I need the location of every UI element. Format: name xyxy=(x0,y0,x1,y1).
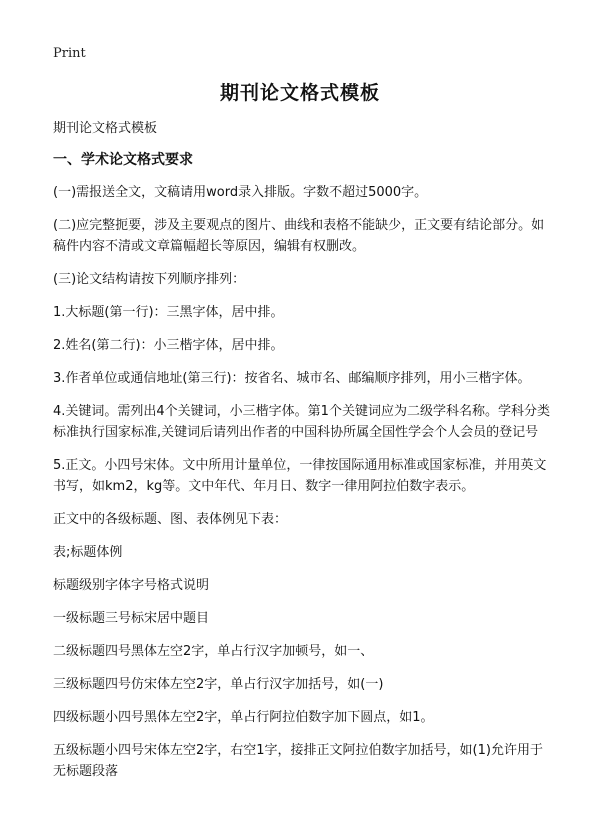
paragraph: 3.作者单位或通信地址(第三行)：按省名、城市名、邮编顺序排列，用小三楷字体。 xyxy=(53,371,531,386)
document-body xyxy=(53,118,553,794)
paragraph: (一)需报送全文，文稿请用word录入排版。字数不超过5000字。 xyxy=(53,185,428,200)
paragraph: 二级标题四号黑体左空2字，单占行汉字加顿号，如一、 xyxy=(53,644,374,659)
paragraph: 五级标题小四号宋体左空2字，右空1字，接排正文阿拉伯数字加括号，如(1)允许用于无标题段落 xyxy=(53,743,543,779)
paragraph: 5.正文。小四号宋体。文中所用计量单位，一律按国际通用标准或国家标准，并用英文书写，如km2，kg等。文中年代、年月日、数字一律用阿拉伯数字表示。 xyxy=(53,458,547,494)
paragraph: (二)应完整扼要，涉及主要观点的图片、曲线和表格不能缺少，正文要有结论部分。如稿件内容不清或文章篇幅超长等原因，编辑有权删改。 xyxy=(53,218,545,254)
paragraph: 正文中的各级标题、图、表体例见下表： xyxy=(53,512,288,527)
paragraph: 1.大标题(第一行)：三黑字体，居中排。 xyxy=(53,305,284,320)
paragraph: (三)论文结构请按下列顺序排列： xyxy=(53,272,246,287)
section-heading: 一、学术论文格式要求 xyxy=(53,152,193,168)
paragraph: 4.关键词。需列出4个关键词，小三楷字体。第1个关键词应为二级学科名称。学科分类标准执行国家标准,关键词后请列出作者的中国科协所属全国性学会个人会员的登记号 xyxy=(53,404,550,440)
paragraph: 表;标题体例 xyxy=(53,545,123,560)
paragraph: 三级标题四号仿宋体左空2字，单占行汉字加括号，如(一) xyxy=(53,677,384,692)
print-link[interactable]: Print xyxy=(53,46,86,61)
paragraph: 一级标题三号标宋居中题目 xyxy=(53,611,210,626)
document-subtitle: 期刊论文格式模板 xyxy=(53,121,158,136)
paragraph: 四级标题小四号黑体左空2字，单占行阿拉伯数字加下圆点，如1。 xyxy=(53,710,434,725)
paragraph: 标题级别字体字号格式说明 xyxy=(53,578,210,593)
paragraph: 2.姓名(第二行)：小三楷字体，居中排。 xyxy=(53,338,284,353)
document-title: 期刊论文格式模板 xyxy=(219,82,380,104)
